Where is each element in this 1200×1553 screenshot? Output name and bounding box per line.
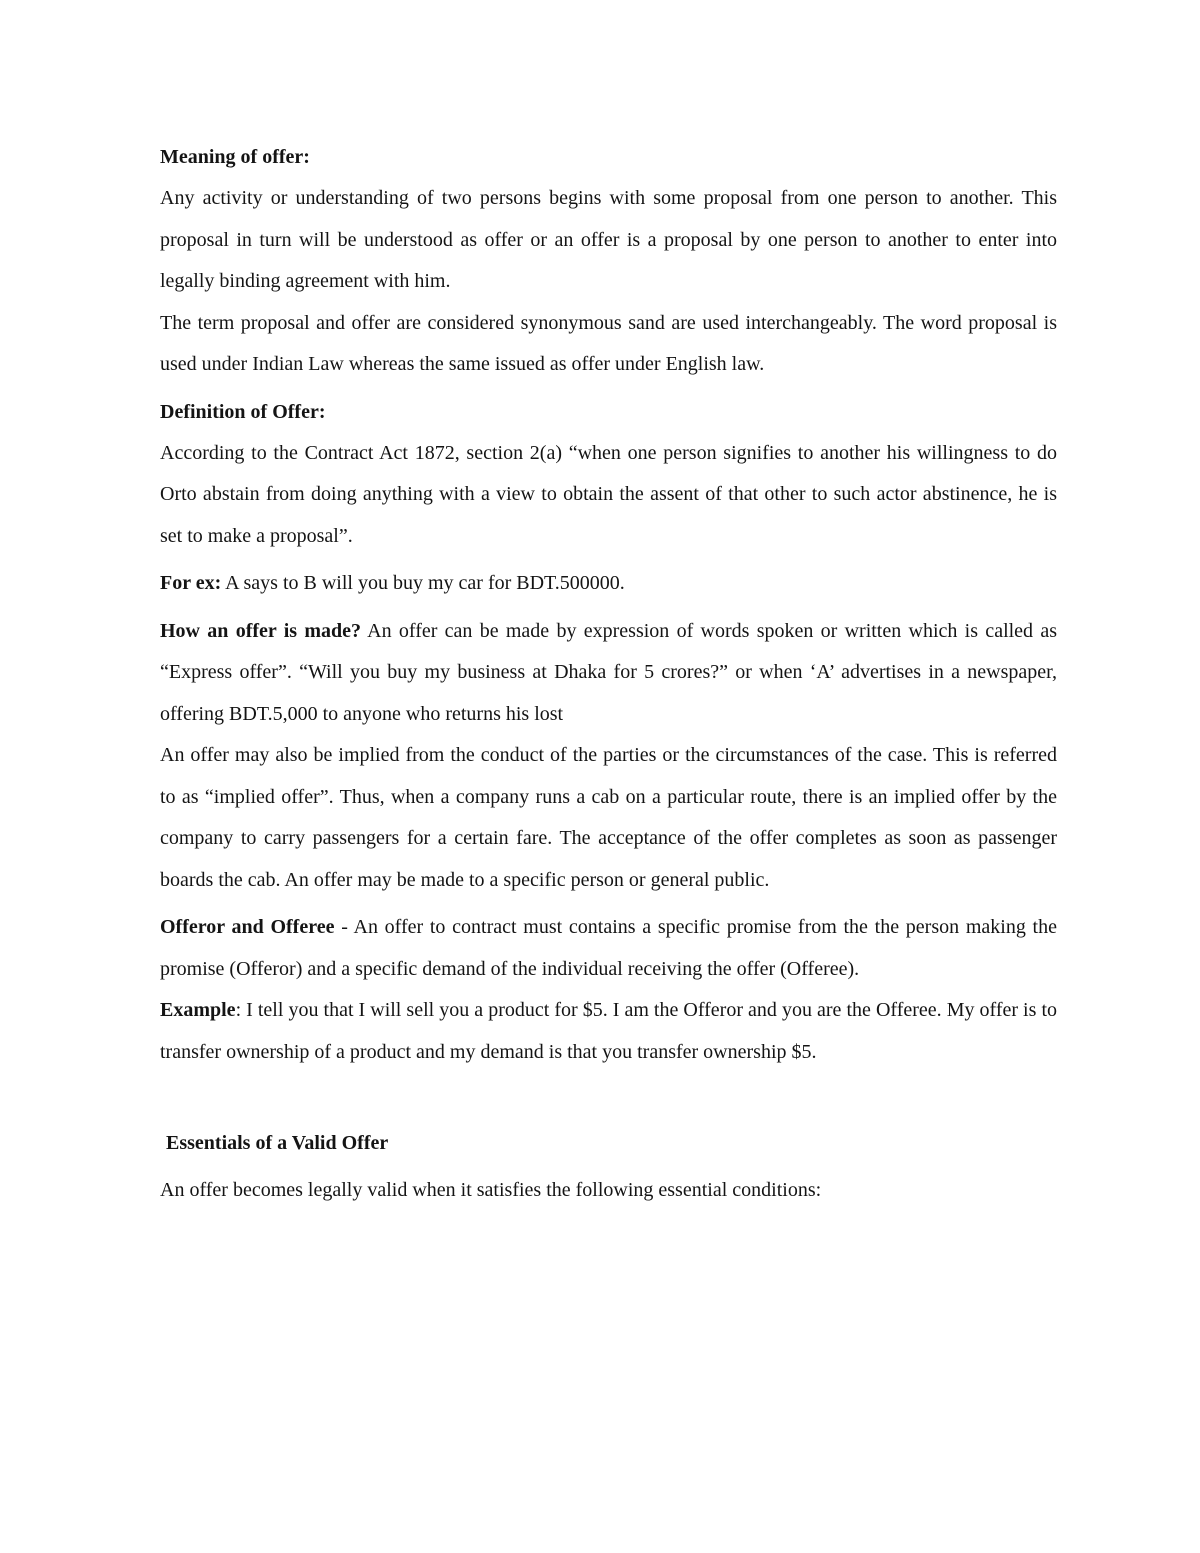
paragraph-example (160, 990, 1057, 1073)
how-offer-made-label: How an offer is made? (160, 619, 361, 642)
paragraph-meaning-2: The term proposal and offer are considered synonymous sand are used interchangeably. The word proposal is used under Indian Law whereas the same issued as offer under English law. (160, 311, 1057, 375)
offeror-offeree-text: - An offer to contract must contains a specific promise from the the person making the promise (Offeror) and a specific demand of the individual receiving the offer (Offeree). (160, 916, 1057, 980)
example-label: Example (160, 999, 236, 1021)
for-example-label: For ex: (160, 572, 222, 594)
paragraph-implied-offer: An offer may also be implied from the conduct of the parties or the circumstances of the case. This is referred to as “implied offer”. Thus, when a company runs a cab on a particular route, there is an implied offer by the company to carry passengers for a certain fare. The acceptance of the offer completes as soon as passenger boards the cab. An offer may be made to a specific person or general public. (160, 744, 1057, 891)
for-example-text: A says to B will you buy my car for BDT.500000. (221, 572, 625, 594)
heading-essentials-valid-offer: Essentials of a Valid Offer (166, 1132, 389, 1154)
heading-meaning-of-offer: Meaning of offer: (160, 146, 310, 168)
paragraph-definition: According to the Contract Act 1872, section 2(a) “when one person signifies to another his willingness to do Orto abstain from doing anything with a view to obtain the assent of that other to such actor abstinence, he is set to make a proposal”. (160, 441, 1057, 547)
offeror-offeree-label: Offeror and Offeree (160, 916, 335, 938)
paragraph-essentials: An offer becomes legally valid when it satisfies the following essential conditions: (160, 1179, 822, 1201)
document-page (160, 137, 1057, 1212)
paragraph-offeror-offeree (160, 907, 1057, 990)
paragraph-for-example (160, 563, 1057, 605)
paragraph-meaning-1: Any activity or understanding of two persons begins with some proposal from one person to another. This proposal in turn will be understood as offer or an offer is a proposal by one person to another to enter into legally binding agreement with him. (160, 187, 1057, 292)
how-offer-made-text: An offer can be made by expression of words spoken or written which is called as “Express offer”. “Will you buy my business at Dhaka for 5 crores?” or when ‘A’ advertises in a newspaper, offering BDT.5,000 to anyone who returns his lost (160, 619, 1057, 725)
example-text: : I tell you that I will sell you a product for $5. I am the Offeror and you are the Offeree. My offer is to transfer ownership of a product and my demand is that you transfer ownership $5. (160, 999, 1057, 1063)
paragraph-how-offer-made (160, 611, 1057, 736)
heading-definition-of-offer: Definition of Offer: (160, 400, 326, 423)
